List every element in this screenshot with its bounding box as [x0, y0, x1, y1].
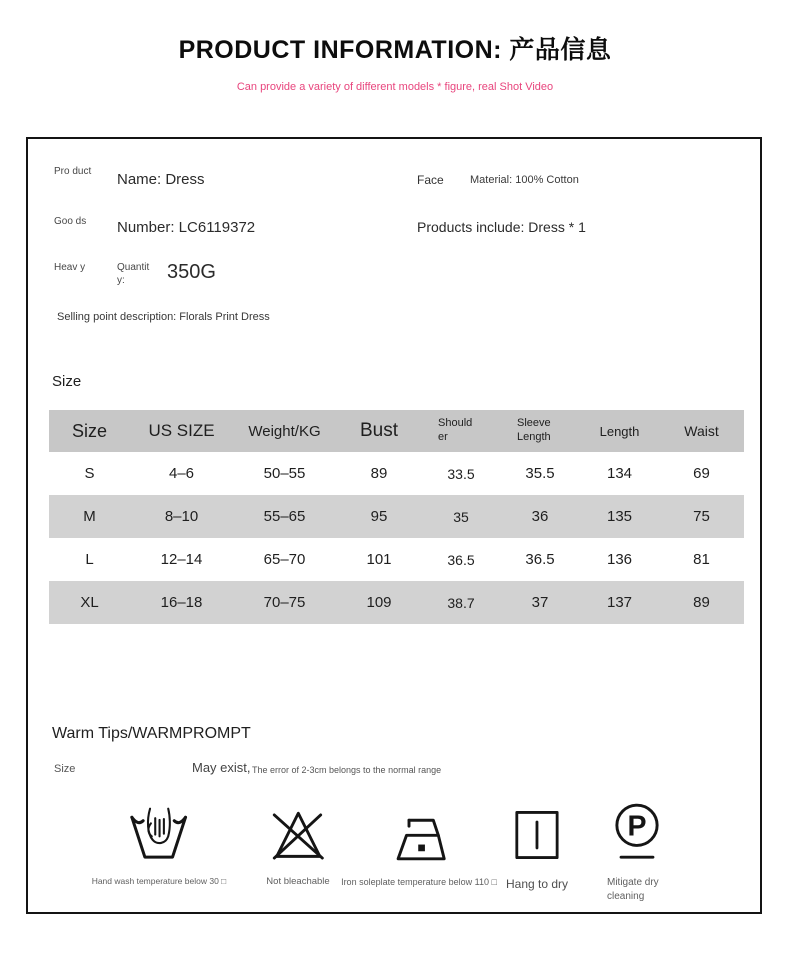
- dry-clean-gentle-icon: [611, 801, 663, 863]
- size-row-s: S 4–6 50–55 89 33.5 35.5 134 69: [84, 465, 710, 482]
- care-item-iron-low: [341, 797, 497, 888]
- care-item-no-bleach: [266, 797, 329, 889]
- warm-tips-heading: Warm Tips/WARMPROMPT: [52, 725, 251, 742]
- hand-wash-icon: [127, 801, 191, 863]
- care-item-hang-dry: [506, 797, 568, 892]
- col-header-size: Size: [71, 420, 107, 441]
- size-row-m: M 8–10 55–65 95 35 36 135 75: [49, 495, 744, 538]
- selling-point-text: Selling point description: Florals Print Dress: [57, 311, 270, 323]
- care-label-no-bleach: Not bleachable: [266, 876, 330, 887]
- product-label: Pro duct: [54, 166, 92, 177]
- care-label-hand-wash: Hand wash temperature below 30 □: [91, 876, 227, 886]
- svg-text:P: P: [627, 810, 647, 843]
- care-item-dry-clean: [607, 797, 667, 903]
- size-table: [49, 410, 744, 624]
- iron-low-temp-icon: [388, 811, 450, 863]
- products-include-value: Products include: Dress * 1: [417, 219, 586, 235]
- tip-size-label: Size: [54, 763, 76, 775]
- care-icons-row: [28, 797, 764, 915]
- col-header-length: Length: [599, 423, 640, 439]
- size-section-heading: Size: [52, 373, 82, 390]
- col-header-us-size: US SIZE: [148, 421, 215, 440]
- size-row-l: L 12–14 65–70 101 36.5 36.5 136 81: [85, 551, 710, 568]
- no-bleach-icon: [268, 805, 328, 863]
- page-title: PRODUCT INFORMATION: 产品信息: [178, 36, 612, 64]
- size-row-xl: XL 16–18 70–75 109 38.7 37 137 89: [49, 581, 744, 624]
- heavy-label: Heav y: [54, 262, 86, 273]
- care-label-iron-low: Iron soleplate temperature below 110 □: [341, 877, 497, 887]
- hang-to-dry-icon: [512, 807, 562, 863]
- quantity-label: Quantit y:: [117, 262, 150, 286]
- col-header-shoulder: Should er: [438, 417, 473, 443]
- col-header-sleeve-length: Sleeve Length: [517, 417, 551, 443]
- product-name-value: Name: Dress: [117, 171, 205, 188]
- tip-error-note: The error of 2-3cm belongs to the normal range: [252, 765, 442, 775]
- size-table-header-row: [49, 410, 744, 452]
- face-label: Face: [417, 173, 444, 187]
- product-info-panel: [26, 137, 762, 914]
- care-item-hand-wash: [92, 797, 227, 887]
- weight-value: 350G: [167, 261, 216, 283]
- tip-may-exist: May exist,: [192, 760, 251, 775]
- goods-label: Goo ds: [54, 216, 87, 227]
- care-label-hang-dry: Hang to dry: [505, 877, 569, 891]
- goods-number-value: Number: LC6119372: [117, 219, 256, 236]
- col-header-bust: Bust: [359, 420, 399, 441]
- product-info-page: [0, 30, 790, 902]
- material-value: Material: 100% Cotton: [470, 174, 579, 186]
- care-label-dry-clean: Mitigate dry cleaning: [607, 877, 659, 902]
- col-header-weight: Weight/KG: [248, 422, 321, 440]
- col-header-waist: Waist: [684, 423, 719, 439]
- page-subtitle: Can provide a variety of different models * figure, real Shot Video: [236, 81, 554, 93]
